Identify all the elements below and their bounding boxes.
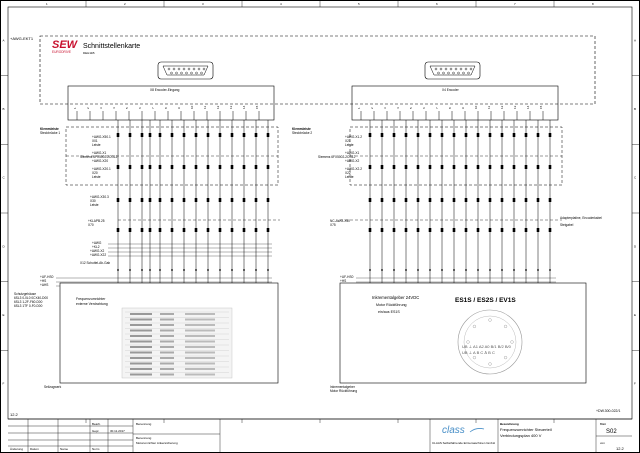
svg-text:Motor Rückführung: Motor Rückführung <box>330 389 358 393</box>
terminal-marker <box>477 133 480 137</box>
terminal-marker <box>453 198 456 202</box>
terminal-marker <box>417 198 420 202</box>
terminal-marker <box>477 165 480 169</box>
svg-text:+KLAPB.25: +KLAPB.25 <box>88 219 105 223</box>
terminal-marker <box>243 165 246 169</box>
terminal-marker <box>501 133 504 137</box>
svg-text:+AWG-X20.1: +AWG-X20.1 <box>92 167 111 171</box>
grid-row-label: F <box>634 381 636 386</box>
encoder-model: ES1S / ES2S / EV1S <box>455 297 516 304</box>
terminal-marker <box>207 198 210 202</box>
terminal-marker <box>393 198 396 202</box>
connector-pin-label: 3 <box>99 107 103 109</box>
terminal-marker <box>219 133 222 137</box>
svg-text:X75: X75 <box>330 223 336 227</box>
terminal-marker <box>117 165 120 169</box>
svg-text:X70: X70 <box>88 223 94 227</box>
terminal-marker <box>405 133 408 137</box>
connector-pin-label: 13 <box>229 105 233 109</box>
terminal-marker <box>477 228 480 232</box>
svg-text:Datum: Datum <box>30 447 39 451</box>
svg-text:+AWG-X2.2: +AWG-X2.2 <box>345 167 362 171</box>
terminal-marker <box>513 198 516 202</box>
terminal-marker <box>183 198 186 202</box>
terminal-marker <box>417 165 420 169</box>
terminal-marker <box>465 133 468 137</box>
svg-text:X30: X30 <box>90 199 96 203</box>
connector-pin-label: 12 <box>216 105 220 109</box>
terminal-marker <box>207 228 210 232</box>
svg-text:+HS: +HS <box>340 279 347 283</box>
connector-pin-label: 7 <box>435 107 439 109</box>
outer-frame <box>1 1 640 453</box>
terminal-marker <box>417 133 420 137</box>
svg-text:6SL3 1TF 0-F0-D00: 6SL3 1TF 0-F0-D00 <box>14 304 43 308</box>
dsub-connector-left <box>158 62 213 79</box>
terminal-marker <box>195 198 198 202</box>
encoder-box-title: Inkrementalgeber 24VDC <box>372 295 420 300</box>
svg-text:+AWG-X30.3: +AWG-X30.3 <box>90 195 109 199</box>
terminal-marker <box>171 228 174 232</box>
svg-text:Leiste: Leiste <box>345 175 354 179</box>
terminal-marker <box>369 133 372 137</box>
connector-pin-label: 1 <box>73 107 77 109</box>
encoder-box-sub1: Motor Rückführung <box>376 303 407 307</box>
svg-text:Blatt: Blatt <box>600 422 607 426</box>
svg-text:Klemmleiste: Klemmleiste <box>292 127 311 131</box>
grid-row-label: B <box>2 107 5 111</box>
terminal-marker <box>243 228 246 232</box>
terminal-marker <box>393 228 396 232</box>
terminal-marker <box>141 228 144 232</box>
terminal-marker <box>381 228 384 232</box>
terminal-marker <box>141 133 144 137</box>
terminal-marker <box>537 228 540 232</box>
terminal-marker <box>369 228 372 232</box>
connector-pin-label: 12 <box>500 105 504 109</box>
svg-text:+AWG-X1.2: +AWG-X1.2 <box>345 135 362 139</box>
company-logo: class <box>442 425 465 436</box>
grid-row-label: C <box>2 175 5 180</box>
svg-text:+HS: +HS <box>40 279 47 283</box>
terminal-marker <box>465 198 468 202</box>
svg-text:von: von <box>600 441 605 445</box>
connector-pin-label: 3 <box>383 107 387 109</box>
svg-text:Motorumrichter Ankersicherung: Motorumrichter Ankersicherung <box>136 441 178 445</box>
terminal-marker <box>117 133 120 137</box>
svg-text:X01: X01 <box>92 139 98 143</box>
svg-text:X20: X20 <box>92 171 98 175</box>
sew-brand-text: SEW <box>52 39 78 51</box>
svg-text:+AWG-X22: +AWG-X22 <box>90 253 107 257</box>
svg-text:Steckbrücke 2: Steckbrücke 2 <box>292 131 313 135</box>
terminal-marker <box>489 133 492 137</box>
connector-pin-label: 11 <box>487 105 491 109</box>
connector-right-label: X4 Encoder <box>442 88 459 92</box>
terminal-marker <box>231 133 234 137</box>
grid-col-label: 3 <box>202 2 204 6</box>
terminal-marker <box>429 198 432 202</box>
company-name: CLAAS Selbstfahrende Erntemaschinen GmbH <box>432 441 495 445</box>
terminal-marker <box>525 228 528 232</box>
svg-text:Seilzugwerk: Seilzugwerk <box>44 385 62 389</box>
terminal-marker <box>405 165 408 169</box>
terminal-marker <box>489 228 492 232</box>
terminal-marker <box>159 165 162 169</box>
terminal-marker <box>441 198 444 202</box>
svg-text:Schutzgehäuse: Schutzgehäuse <box>14 292 36 296</box>
terminal-marker <box>267 198 270 202</box>
terminal-marker <box>117 228 120 232</box>
grid-row-label: A <box>634 38 637 43</box>
grid-row-label: E <box>2 313 5 317</box>
svg-text:Name: Name <box>60 447 69 451</box>
terminal-marker <box>381 133 384 137</box>
card-title: Schnittstellenkarte <box>83 43 141 50</box>
terminal-marker <box>207 133 210 137</box>
svg-text:Klemmleiste: Klemmleiste <box>40 127 59 131</box>
terminal-marker <box>429 165 432 169</box>
terminal-marker <box>525 165 528 169</box>
connector-pin-label: 7 <box>151 107 155 109</box>
svg-text:Gepr.: Gepr. <box>92 429 100 433</box>
connector-left-label: X8 Encoder-Eingang <box>150 88 180 92</box>
terminal-marker <box>159 228 162 232</box>
svg-text:Steckbrücke 1: Steckbrücke 1 <box>40 131 61 135</box>
terminal-marker <box>149 165 152 169</box>
svg-text:Benennung: Benennung <box>136 436 152 440</box>
terminal-marker <box>159 133 162 137</box>
svg-text:X12 Schuttel-Ab-Gab: X12 Schuttel-Ab-Gab <box>80 261 111 265</box>
drawing-number-top: +DW.300-022/1 <box>596 409 621 413</box>
terminal-marker <box>381 198 384 202</box>
grid-col-label: 8 <box>592 2 594 6</box>
encoder-pin-row-1: UB ⊥ A1 A2 A0 B/1 B/2 B/0 <box>462 344 511 349</box>
terminal-marker <box>393 133 396 137</box>
sheet-number: S02 <box>606 429 617 435</box>
terminal-marker <box>513 228 516 232</box>
svg-text:Leiste: Leiste <box>92 143 101 147</box>
svg-text:30.11.2017: 30.11.2017 <box>110 429 125 433</box>
terminal-marker <box>489 165 492 169</box>
terminal-marker <box>195 133 198 137</box>
grid-row-label: D <box>634 244 637 249</box>
terminal-marker <box>441 228 444 232</box>
terminal-marker <box>207 165 210 169</box>
connector-pin-label: 8 <box>448 107 452 109</box>
grid-col-label: 4 <box>280 2 282 6</box>
encoder-box-sub2: ein/aus ES1S <box>378 310 400 314</box>
terminal-marker <box>477 198 480 202</box>
terminal-marker <box>255 198 258 202</box>
terminal-marker <box>195 165 198 169</box>
svg-text:+AWG-X1: +AWG-X1 <box>92 151 107 155</box>
terminal-marker <box>267 165 270 169</box>
terminal-marker <box>513 165 516 169</box>
terminal-marker <box>129 228 132 232</box>
connector-pin-label: 2 <box>86 107 90 109</box>
terminal-marker <box>441 165 444 169</box>
svg-text:+AWG-X2: +AWG-X2 <box>345 159 360 163</box>
terminal-marker <box>171 198 174 202</box>
svg-text:12.2: 12.2 <box>616 446 624 451</box>
terminal-marker <box>129 165 132 169</box>
connector-pin-label: 6 <box>422 107 426 109</box>
terminal-marker <box>549 165 552 169</box>
grid-row-label: E <box>634 313 637 317</box>
terminal-marker <box>549 133 552 137</box>
svg-text:+UF-HS0: +UF-HS0 <box>340 275 354 279</box>
svg-text:Norm: Norm <box>92 447 100 451</box>
terminal-marker <box>231 228 234 232</box>
terminal-marker <box>255 165 258 169</box>
terminal-marker <box>171 165 174 169</box>
terminal-marker <box>537 165 540 169</box>
terminal-marker <box>513 133 516 137</box>
terminal-marker <box>537 133 540 137</box>
svg-text:+AWG-X50.1: +AWG-X50.1 <box>92 135 111 139</box>
terminal-marker <box>149 133 152 137</box>
svg-text:+AHS: +AHS <box>40 283 49 287</box>
connector-pin-label: 14 <box>242 105 246 109</box>
terminal-marker <box>255 228 258 232</box>
terminal-marker <box>231 198 234 202</box>
terminal-marker <box>369 198 372 202</box>
terminal-marker <box>219 165 222 169</box>
terminal-marker <box>453 133 456 137</box>
terminal-marker <box>267 133 270 137</box>
connector-pin-label: 5 <box>409 107 413 109</box>
fc-embedded-table <box>122 308 232 378</box>
svg-text:Frequenzumrichter Steuerteil: Frequenzumrichter Steuerteil <box>500 427 552 432</box>
connector-pin-label: 5 <box>125 107 129 109</box>
terminal-marker <box>465 165 468 169</box>
terminal-marker <box>381 165 384 169</box>
connector-pin-label: 8 <box>164 107 168 109</box>
terminal-marker <box>405 198 408 202</box>
terminal-marker <box>129 198 132 202</box>
terminal-marker <box>243 198 246 202</box>
terminal-marker <box>183 165 186 169</box>
svg-text:Leiste: Leiste <box>92 175 101 179</box>
svg-text:+KL2: +KL2 <box>92 245 100 249</box>
connector-pin-label: 10 <box>190 105 194 109</box>
svg-text:Verbindungsplan 400 V: Verbindungsplan 400 V <box>500 433 542 438</box>
terminal-marker <box>525 133 528 137</box>
terminal-marker <box>183 228 186 232</box>
connector-pin-label: 10 <box>474 105 478 109</box>
terminal-marker <box>117 198 120 202</box>
grid-row-label: B <box>634 107 637 111</box>
terminal-marker <box>549 228 552 232</box>
svg-text:+AWG: +AWG <box>92 241 102 245</box>
connector-pin-label: 14 <box>526 105 530 109</box>
svg-text:Leiste: Leiste <box>90 203 99 207</box>
grid-col-label: 2 <box>124 2 126 6</box>
terminal-marker <box>171 133 174 137</box>
terminal-marker <box>243 133 246 137</box>
terminal-marker <box>417 228 420 232</box>
svg-text:+AWG-X1: +AWG-X1 <box>345 151 360 155</box>
grid-col-label: 6 <box>436 2 438 6</box>
terminal-marker <box>549 198 552 202</box>
terminal-marker <box>405 228 408 232</box>
sew-sub-text: EURODRIVE <box>52 50 71 54</box>
terminal-marker <box>219 198 222 202</box>
grid-row-label: F <box>2 381 5 386</box>
terminal-marker <box>429 133 432 137</box>
grid-row-label: D <box>2 244 5 249</box>
page-ref-left: 12.2 <box>10 412 18 417</box>
grid-row-label: C <box>634 175 637 180</box>
terminal-marker <box>501 228 504 232</box>
encoder-pin-row-2: UB ⊥ A B C Ā B C <box>462 350 495 355</box>
terminal-marker <box>489 198 492 202</box>
svg-text:NC-AWG-X50: NC-AWG-X50 <box>330 219 350 223</box>
svg-text:Leiste: Leiste <box>345 143 354 147</box>
terminal-marker <box>453 165 456 169</box>
terminal-marker <box>501 198 504 202</box>
svg-text:+AWG-X20: +AWG-X20 <box>92 159 109 163</box>
svg-text:+AWG-X2: +AWG-X2 <box>90 249 105 253</box>
svg-text:Siemens 6FX5002-2CG12: Siemens 6FX5002-2CG12 <box>318 155 356 159</box>
terminal-marker <box>141 198 144 202</box>
terminal-marker <box>537 198 540 202</box>
connector-pin-label: 11 <box>203 105 207 109</box>
svg-text:6SL3 1-2F-F60-D00: 6SL3 1-2F-F60-D00 <box>14 300 43 304</box>
svg-text:X22: X22 <box>345 171 351 175</box>
svg-text:Siemens 6FX5002-2CG12: Siemens 6FX5002-2CG12 <box>80 155 118 159</box>
terminal-marker <box>453 228 456 232</box>
terminal-marker <box>501 165 504 169</box>
terminal-marker <box>267 228 270 232</box>
svg-text:6SL3 0-0L0 0CX40-D00: 6SL3 0-0L0 0CX40-D00 <box>14 296 49 300</box>
connector-pin-label: 9 <box>461 107 465 109</box>
svg-text:+UF-HS0: +UF-HS0 <box>40 275 54 279</box>
grid-col-label: 7 <box>514 2 516 6</box>
terminal-marker <box>255 133 258 137</box>
terminal-marker <box>231 165 234 169</box>
svg-text:Bezeichnung: Bezeichnung <box>500 422 519 426</box>
svg-text:X21: X21 <box>345 139 351 143</box>
terminal-marker <box>183 133 186 137</box>
top-ref-label: +AWG-EKT1 <box>10 36 34 41</box>
terminal-marker <box>219 228 222 232</box>
terminal-marker <box>195 228 198 232</box>
terminal-marker <box>429 228 432 232</box>
connector-pin-label: 15 <box>255 105 259 109</box>
terminal-marker <box>441 133 444 137</box>
fc-box-sub: externe Verdrahtung <box>76 302 108 306</box>
svg-text:Änderung: Änderung <box>10 447 24 451</box>
svg-text:Steigabel: Steigabel <box>560 223 574 227</box>
connector-pin-label: 1 <box>357 107 361 109</box>
terminal-marker <box>393 165 396 169</box>
connector-pin-label: 9 <box>177 107 181 109</box>
terminal-marker <box>369 165 372 169</box>
connector-pin-label: 13 <box>513 105 517 109</box>
terminal-marker <box>129 133 132 137</box>
fc-box-title: Frequenzumrichter <box>76 297 106 301</box>
connector-pin-label: 6 <box>138 107 142 109</box>
card-sub: DEH11B <box>83 51 95 55</box>
connector-pin-label: 15 <box>539 105 543 109</box>
dsub-connector-right <box>425 62 480 79</box>
connector-pin-label: 4 <box>396 107 400 109</box>
grid-col-label: 5 <box>358 2 360 6</box>
svg-text:Inkrementalgeber: Inkrementalgeber <box>330 385 355 389</box>
svg-text:Adapterplatine, Encoderkabel: Adapterplatine, Encoderkabel <box>560 216 602 220</box>
grid-row-label: A <box>2 38 5 43</box>
connector-pin-label: 4 <box>112 107 116 109</box>
svg-text:Bearb.: Bearb. <box>92 422 101 426</box>
svg-text:Benennung: Benennung <box>136 422 152 426</box>
terminal-marker <box>149 198 152 202</box>
terminal-marker <box>149 228 152 232</box>
terminal-marker <box>141 165 144 169</box>
grid-col-label: 1 <box>46 2 48 6</box>
terminal-marker <box>525 198 528 202</box>
connector-pin-label: 2 <box>370 107 374 109</box>
terminal-marker <box>159 198 162 202</box>
terminal-marker <box>465 228 468 232</box>
